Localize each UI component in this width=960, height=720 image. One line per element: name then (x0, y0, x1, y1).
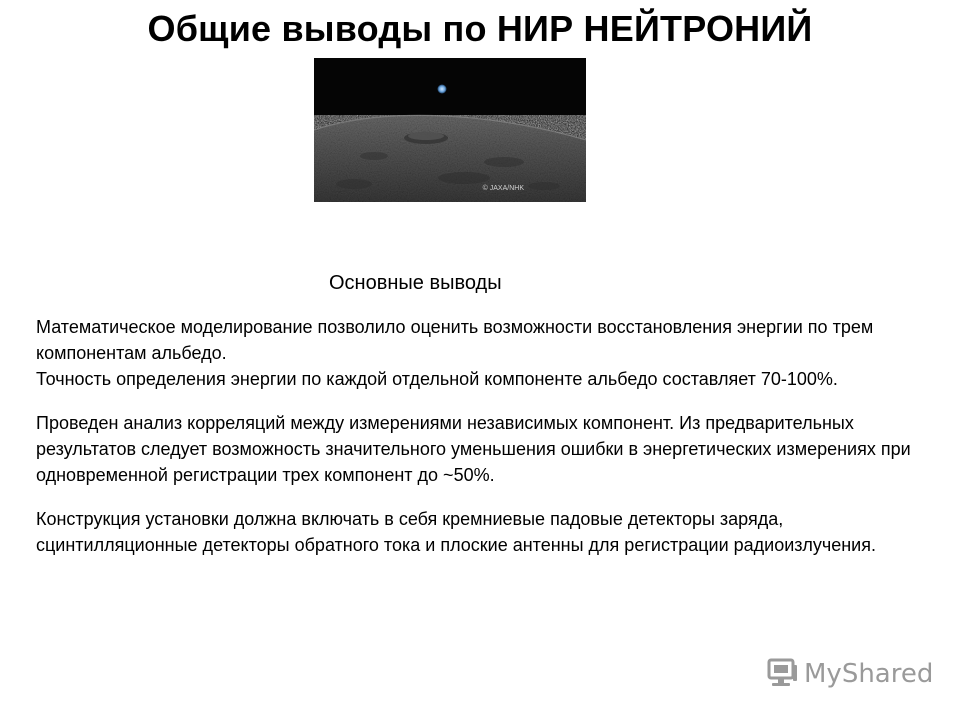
slide-title: Общие выводы по НИР НЕЙТРОНИЙ (147, 8, 813, 49)
watermark-text: MyShared (804, 659, 934, 689)
myshared-watermark[interactable] (766, 656, 933, 692)
conclusion-paragraph: Точность определения энергии по каждой отдельной компоненте альбедо составляет 70-100%. (36, 369, 838, 389)
photo-credit: © JAXA/NHK (482, 185, 524, 192)
section-heading: Основные выводы (329, 272, 502, 294)
conclusion-paragraph: Математическое моделирование позволило оценить возможности восстановления энергии по трем компонентам альбедо. (36, 317, 874, 363)
lunar-surface-photo (314, 58, 586, 202)
conclusion-paragraph: Конструкция установки должна включать в себя кремниевые падовые детекторы заряда, сцинтилляционные детекторы обратного тока и плоские антенны для регистрации радиоизлучения. (36, 509, 876, 555)
conclusions-text (36, 314, 940, 558)
conclusion-paragraph: Проведен анализ корреляций между измерениями независимых компонент. Из предварительных результатов следует возможность значительного уменьшения ошибки в энергетических измерениях при одновременной регистрации трех компонент до ~50%. (36, 413, 911, 485)
myshared-logo-icon (766, 655, 800, 694)
